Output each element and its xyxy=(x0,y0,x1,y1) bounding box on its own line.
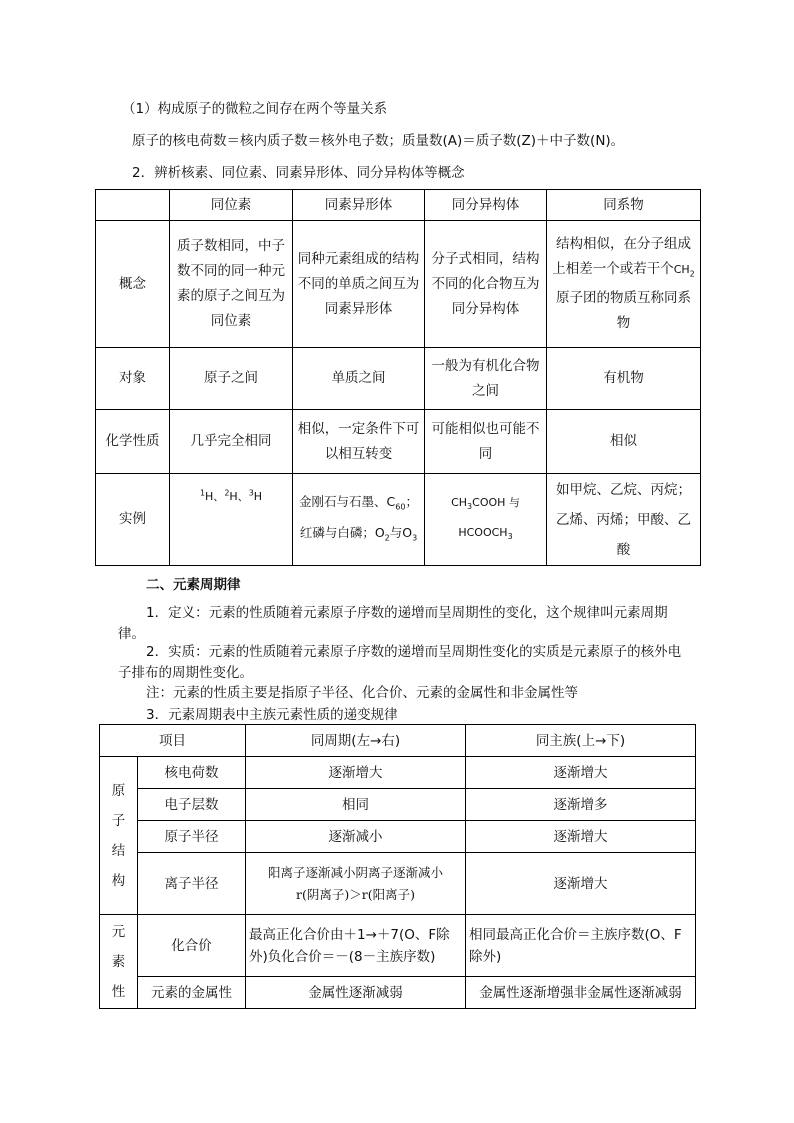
table-row xyxy=(100,977,696,1009)
concept-table xyxy=(95,189,701,566)
cell xyxy=(425,474,547,566)
cell: 逐渐增多 xyxy=(466,789,696,821)
superscript: 1 xyxy=(199,488,206,497)
row-label: 原子半径 xyxy=(138,821,246,853)
cell xyxy=(246,853,466,915)
cell: 如甲烷、乙烷、丙烷；乙烯、丙烯；甲酸、乙酸 xyxy=(547,474,701,566)
essence-paragraph: 2．实质：元素的性质随着元素原子序数的递增而呈周期性变化的实质是元素原子的核外电子排布的周期性变化。 xyxy=(118,644,682,681)
table-header-row xyxy=(96,190,701,221)
table-row xyxy=(96,348,701,410)
row-label: 概念 xyxy=(96,221,170,348)
row-label: 离子半径 xyxy=(138,853,246,915)
subscript: 2 xyxy=(384,533,390,542)
table-header-row xyxy=(100,725,696,757)
subscript: 60 xyxy=(395,502,406,512)
group-char: 元 xyxy=(111,923,126,940)
cell: 相同 xyxy=(246,789,466,821)
header-homolog: 同系物 xyxy=(547,190,701,221)
group-char: 构 xyxy=(111,872,126,889)
row-label: 电子层数 xyxy=(138,789,246,821)
group-label-atomic-structure xyxy=(100,757,138,915)
table-row xyxy=(100,853,696,915)
cell-text: H、 xyxy=(205,489,225,503)
cell-text: H xyxy=(253,489,263,503)
group-char: 子 xyxy=(111,812,126,829)
cell: 逐渐减小 xyxy=(246,821,466,853)
cell: 一般为有机化合物之间 xyxy=(425,348,547,410)
cell: 同种元素组成的结构不同的单质之间互为同素异形体 xyxy=(293,221,425,348)
cell xyxy=(547,221,701,348)
cell: 原子之间 xyxy=(170,348,293,410)
item-2-heading: 2．辨析核素、同位素、同素异形体、同分异构体等概念 xyxy=(132,165,465,181)
cell-text: 阳离子逐渐减小阴离子逐渐减小 xyxy=(267,864,443,880)
cell-text: ；红磷与白磷；O xyxy=(299,494,418,540)
cell-text: H、 xyxy=(229,489,249,503)
cell-text: 结构相似，在分子组成上相差一个或若干个 xyxy=(552,235,691,277)
cell: 分子式相同，结构不同的化合物互为同分异构体 xyxy=(425,221,547,348)
subscript: 2 xyxy=(689,269,695,279)
subscript: 3 xyxy=(507,531,513,541)
header-empty xyxy=(96,190,170,221)
cell: 逐渐增大 xyxy=(466,757,696,789)
cell: 逐渐增大 xyxy=(246,757,466,789)
cell: 相似，一定条件下可以相互转变 xyxy=(293,410,425,474)
group-char: 素 xyxy=(111,953,126,970)
cell: 金属性逐渐增强非金属性逐渐减弱 xyxy=(466,977,696,1009)
cell: 单质之间 xyxy=(293,348,425,410)
cell: 相似 xyxy=(547,410,701,474)
subscript: 3 xyxy=(412,533,418,542)
cell: 质子数相同，中子数不同的同一种元素的原子之间互为同位素 xyxy=(170,221,293,348)
group-char: 结 xyxy=(111,842,126,859)
row-label: 对象 xyxy=(96,348,170,410)
group-label-element-properties xyxy=(100,915,138,1009)
row-label: 元素的金属性 xyxy=(138,977,246,1009)
note-line: 注：元素的性质主要是指原子半径、化合价、元素的金属性和非金属性等 xyxy=(146,685,578,701)
group-char: 性 xyxy=(111,983,126,1000)
formula-text: CH xyxy=(673,262,690,276)
subsection-heading: （1）构成原子的微粒之间存在两个等量关系 xyxy=(122,101,388,117)
cell-text: 与O xyxy=(389,524,413,540)
section-title: 二、元素周期律 xyxy=(146,577,241,593)
header-allotrope: 同素异形体 xyxy=(293,190,425,221)
cell: 相同最高正化合价＝主族序数(O、F除外) xyxy=(466,915,696,977)
definition-paragraph: 1．定义：元素的性质随着元素原子序数的递增而呈周期性的变化，这个规律叫元素周期律。 xyxy=(118,605,668,642)
cell xyxy=(293,474,425,566)
subscript: 3 xyxy=(467,502,473,512)
row-label: 化学性质 xyxy=(96,410,170,474)
row-label: 化合价 xyxy=(138,915,246,977)
cell: 金属性逐渐减弱 xyxy=(246,977,466,1009)
group-char: 原 xyxy=(111,782,126,799)
cell-text: CH xyxy=(451,496,468,510)
table-row xyxy=(96,410,701,474)
superscript: 3 xyxy=(248,488,254,497)
periodic-law-table xyxy=(99,724,696,1009)
item-3-heading: 3．元素周期表中主族元素性质的递变规律 xyxy=(146,707,398,723)
cell: 逐渐增大 xyxy=(466,853,696,915)
header-item: 项目 xyxy=(100,725,246,757)
cell: 最高正化合价由＋1→＋7(O、F除外)负化合价＝－(8－主族序数) xyxy=(246,915,466,977)
table-row xyxy=(96,474,701,566)
header-same-period: 同周期(左→右) xyxy=(246,725,466,757)
cell-text: COOH 与 HCOOCH xyxy=(458,496,520,539)
header-isomer: 同分异构体 xyxy=(425,190,547,221)
cell: 逐渐增大 xyxy=(466,821,696,853)
table-row xyxy=(100,915,696,977)
cell-text: 金刚石与石墨、C xyxy=(299,494,396,509)
cell-text: 原子团的物质互称同系物 xyxy=(556,290,691,332)
table-row xyxy=(100,789,696,821)
superscript: 2 xyxy=(224,488,230,497)
table-row xyxy=(100,821,696,853)
table-row xyxy=(100,757,696,789)
cell: 有机物 xyxy=(547,348,701,410)
cell: 可能相似也可能不同 xyxy=(425,410,547,474)
header-same-family: 同主族(上→下) xyxy=(466,725,696,757)
row-label: 核电荷数 xyxy=(138,757,246,789)
cell xyxy=(170,474,293,566)
cell: 几乎完全相同 xyxy=(170,410,293,474)
row-label: 实例 xyxy=(96,474,170,566)
header-isotope: 同位素 xyxy=(170,190,293,221)
cell-text: r(阴离子)＞r(阳离子) xyxy=(296,886,415,902)
formula-line: 原子的核电荷数＝核内质子数＝核外电子数；质量数(A)＝质子数(Z)＋中子数(N)。 xyxy=(132,133,625,149)
table-row xyxy=(96,221,701,348)
